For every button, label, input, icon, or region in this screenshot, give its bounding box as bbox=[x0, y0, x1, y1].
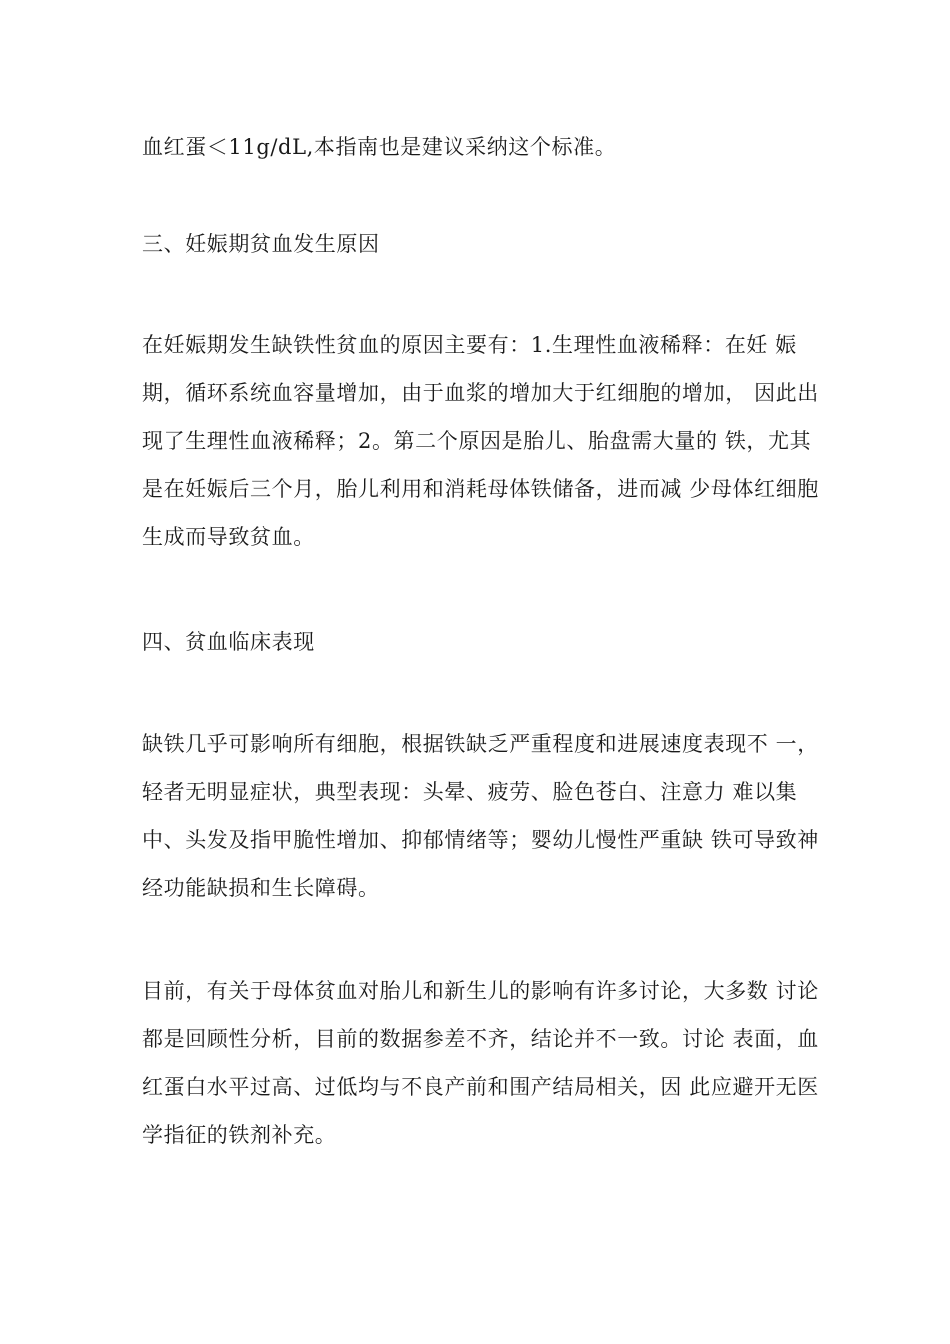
paragraph-line: 在妊娠期发生缺铁性贫血的原因主要有：1.生理性血液稀释：在妊 娠 bbox=[142, 333, 797, 357]
paragraph-line: 缺铁几乎可影响所有细胞，根据铁缺乏严重程度和进展速度表现不 一， bbox=[142, 732, 819, 756]
section-4-heading: 四、贫血临床表现 bbox=[142, 630, 315, 654]
paragraph-line: 期，循环系统血容量增加，由于血浆的增加大于红细胞的增加， 因此出 bbox=[142, 381, 819, 405]
section-3-heading: 三、妊娠期贫血发生原因 bbox=[142, 232, 380, 256]
paragraph-line: 经功能缺损和生长障碍。 bbox=[142, 876, 380, 900]
paragraph-line: 目前，有关于母体贫血对胎儿和新生儿的影响有许多讨论，大多数 讨论 bbox=[142, 979, 819, 1003]
paragraph-line: 红蛋白水平过高、过低均与不良产前和围产结局相关，因 此应避开无医 bbox=[142, 1075, 819, 1099]
paragraph-line: 都是回顾性分析，目前的数据参差不齐，结论并不一致。讨论 表面，血 bbox=[142, 1027, 819, 1051]
paragraph-line: 生成而导致贫血。 bbox=[142, 525, 315, 549]
intro-line: 血红蛋＜11g/dL,本指南也是建议采纳这个标准。 bbox=[142, 135, 617, 159]
paragraph-line: 轻者无明显症状，典型表现：头晕、疲劳、脸色苍白、注意力 难以集 bbox=[142, 780, 798, 804]
paragraph-line: 中、头发及指甲脆性增加、抑郁情绪等；婴幼儿慢性严重缺 铁可导致神 bbox=[142, 828, 819, 852]
paragraph-line: 学指征的铁剂补充。 bbox=[142, 1123, 337, 1147]
paragraph-line: 现了生理性血液稀释；2。第二个原因是胎儿、胎盘需大量的 铁，尤其 bbox=[142, 429, 812, 453]
paragraph-line: 是在妊娠后三个月，胎儿利用和消耗母体铁储备，进而减 少母体红细胞 bbox=[142, 477, 819, 501]
